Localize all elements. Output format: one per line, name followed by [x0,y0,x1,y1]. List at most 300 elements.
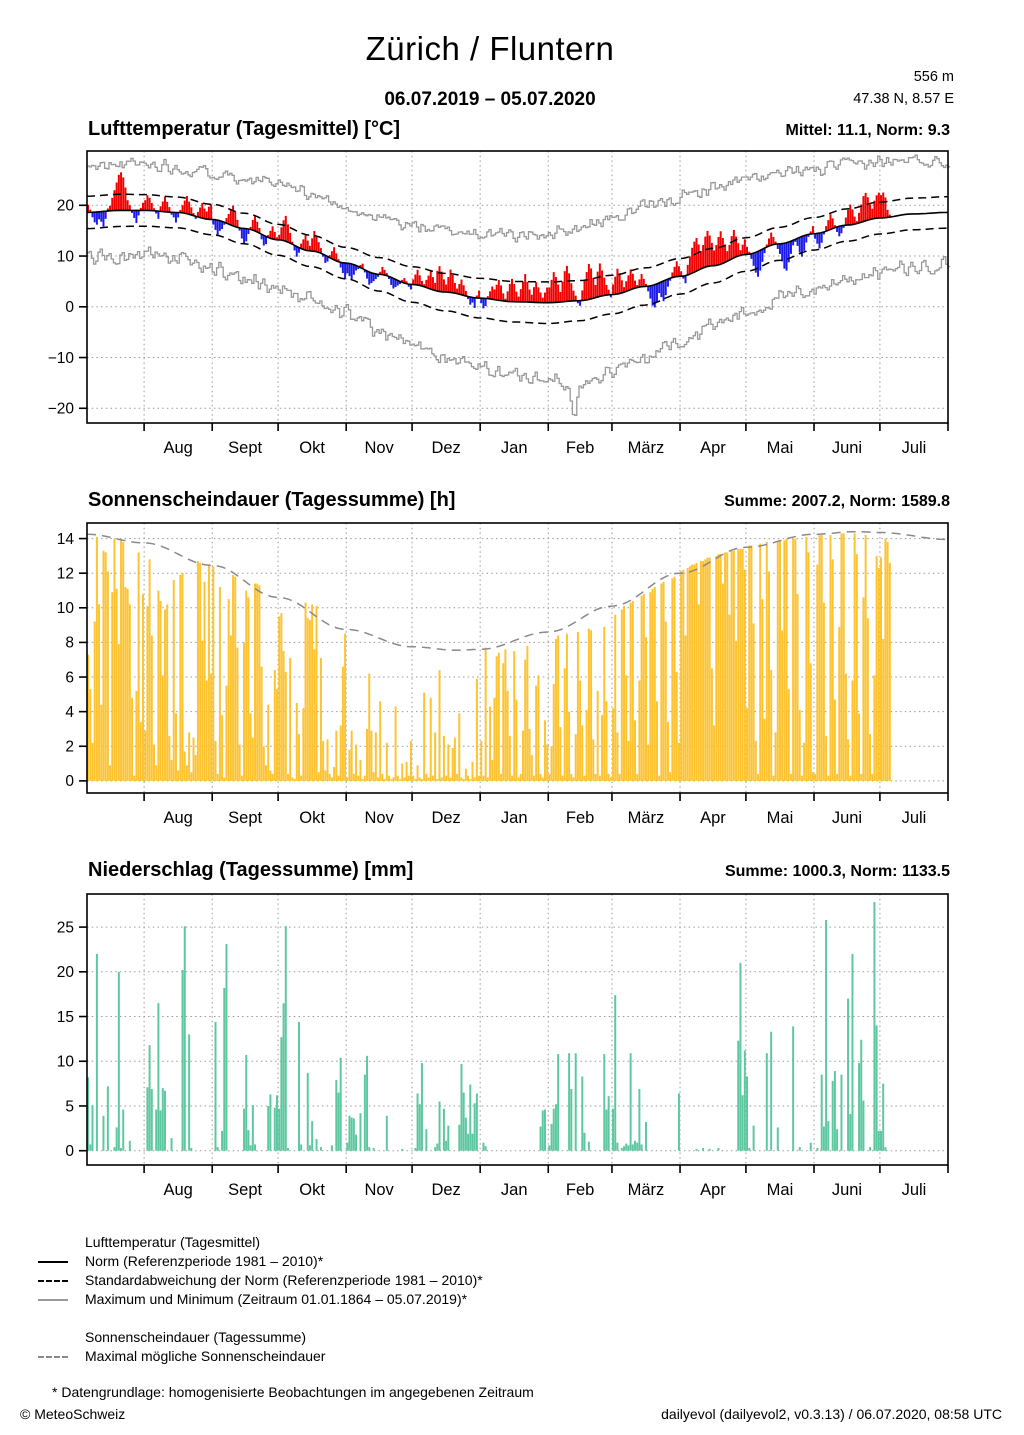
bar [144,731,146,781]
bar [742,1095,744,1150]
bar [772,776,774,781]
bar [507,691,509,781]
bar [414,779,416,781]
bar [810,663,812,781]
bar [612,284,614,294]
bar [225,686,227,781]
bar [709,236,711,266]
bar [188,1034,190,1150]
bar [188,202,190,215]
bar [307,1073,309,1151]
x-axis-month-label: Feb [565,809,595,827]
precipitation-bars [87,902,886,1151]
bar [215,220,217,230]
bar [768,238,770,246]
y-tick-label: 6 [65,669,74,687]
bar [425,774,427,781]
bar [280,227,282,240]
bar [414,1148,416,1151]
bar [129,604,131,781]
bar [107,571,109,780]
x-axis-month-label: Mai [766,1181,794,1199]
x-axis-month-label: Juni [831,1181,863,1199]
bar [456,774,458,781]
bar [603,1054,605,1151]
sunshine-chart-stats: Summe: 2007.2, Norm: 1589.8 [724,493,950,510]
bar [882,639,884,781]
bar [324,771,326,781]
bar [847,739,849,781]
bar [359,1113,361,1151]
bar [276,1095,278,1150]
bar [327,739,329,781]
bar [832,559,834,781]
x-axis-month-label: Juli [901,1181,927,1199]
bar [726,251,728,261]
bar [140,722,142,781]
y-tick-label: 0 [65,299,74,317]
legend-item-label: Maximum und Minimum (Zeitraum 01.01.1864 – 05.07.2019)* [85,1291,468,1307]
bar [234,577,236,781]
bar [507,291,509,301]
x-axis-month-label: Okt [299,439,325,457]
legend-symbol-solid-black [38,1261,68,1263]
bar [287,224,289,242]
bar [346,1143,348,1151]
bar [340,726,342,781]
bar [118,175,120,211]
bar [766,542,768,781]
bar [542,777,544,780]
bar [392,278,394,288]
bar [320,658,322,781]
bar [144,200,146,210]
bar [698,604,700,781]
bar [417,1093,419,1150]
bar [761,249,763,262]
bar [485,1146,487,1150]
bar [590,630,592,781]
bar [432,776,434,781]
bar [594,774,596,781]
y-tick-label: 12 [56,565,74,583]
bar [373,1148,375,1151]
bar [160,1110,162,1150]
bar [502,663,504,781]
bar [608,774,610,781]
bar [243,1109,245,1151]
bar [711,243,713,266]
bar [676,672,678,781]
bar [529,289,531,302]
bar [559,727,561,781]
bar [421,779,423,781]
bar [252,220,254,230]
bar [496,285,498,300]
bar [228,214,230,224]
bar [845,674,847,781]
bar [223,777,225,780]
bar [454,738,456,781]
bar [89,689,91,781]
bar [524,660,526,781]
bar [862,196,864,221]
bar [865,535,867,781]
bar [469,1085,471,1151]
bar [285,926,287,1150]
bar [845,218,847,226]
bar [671,578,673,781]
bar [421,1063,423,1151]
x-axis-month-label: Nov [364,1181,394,1199]
bar [428,777,430,780]
bar [276,689,278,781]
bar [834,1071,836,1151]
bar [245,229,247,242]
bar [717,554,719,781]
x-axis-month-label: Dez [431,809,461,827]
bar [439,670,441,781]
bar [691,248,693,273]
bar [821,233,823,243]
bar [498,280,500,300]
sunshine-chart [57,523,948,827]
bar [641,596,643,781]
bar [638,681,640,781]
bar [781,244,783,262]
x-axis-month-label: Jan [500,439,528,457]
bar [548,288,550,303]
bar [322,741,324,781]
bar [500,285,502,300]
bar [665,280,667,295]
bar [210,674,212,781]
y-tick-label: 10 [56,248,74,266]
bar [309,620,311,781]
bar [190,772,192,781]
x-axis-month-label: Mai [766,809,794,827]
bar [454,283,456,293]
bar [116,183,118,211]
bar [298,734,300,781]
bar [581,1076,583,1150]
bar [485,298,487,306]
bar [386,743,388,781]
bar [753,1126,755,1151]
x-axis-month-label: Juni [831,439,863,457]
bar [840,1075,842,1151]
bar [816,234,818,244]
bar [518,777,520,780]
bar [355,745,357,781]
bar [713,250,715,265]
bar [548,774,550,781]
temperature-bars [87,172,891,308]
bar [342,263,344,273]
x-axis-month-label: Mai [766,439,794,457]
bar [722,238,724,263]
bar [373,772,375,781]
bar [221,221,223,229]
bar [838,627,840,781]
bar [338,1093,340,1151]
bar [588,1142,590,1151]
x-axis-month-label: Jan [500,809,528,827]
bar [502,293,504,301]
y-tick-label: 10 [56,1053,74,1071]
bar [377,777,379,780]
bar [395,706,397,780]
bar [570,1089,572,1151]
bar [436,1144,438,1151]
bar [693,242,695,272]
bar [540,774,542,781]
bar [533,776,535,781]
bar [300,776,302,781]
bar [109,765,111,781]
bar [215,1022,217,1151]
bar [443,1109,445,1151]
bar [603,278,605,296]
bar [616,1143,618,1151]
bar [122,177,124,210]
bar [884,539,886,781]
legend-symbol-solid-gray [38,1299,68,1301]
bar [335,1080,337,1151]
bar [296,703,298,781]
bar [434,732,436,780]
bar [597,272,599,297]
bar [742,549,744,781]
bar [346,777,348,780]
bar [856,554,858,781]
bar [884,197,886,217]
bar [122,542,124,781]
bar [632,601,634,781]
bar [236,648,238,781]
bar [649,286,651,299]
bar [739,963,741,1151]
bar [340,1058,342,1151]
bar [423,693,425,781]
bar [98,604,100,781]
bar [860,1040,862,1151]
bar [263,235,265,245]
bar [151,203,153,211]
y-tick-label: 0 [65,1142,74,1160]
bar [860,774,862,781]
bar [208,207,210,220]
bar [821,1075,823,1151]
bar [873,675,875,781]
bar [678,1093,680,1150]
bar [544,720,546,781]
x-axis-month-label: Feb [565,1181,595,1199]
bar [346,263,348,273]
bar [871,774,873,781]
bar [823,1127,825,1151]
bar [116,1127,118,1150]
bar [285,216,287,241]
bar [614,277,616,295]
bar [318,242,320,252]
bar [876,1025,878,1150]
bar [526,646,528,781]
bar [274,670,276,781]
bar [634,281,636,289]
bar [621,280,623,293]
bar [267,705,269,781]
bar [704,559,706,781]
bar [779,540,781,781]
bar [597,691,599,781]
bar [234,212,236,227]
bar [889,563,891,781]
bar [693,565,695,781]
bar [175,212,177,222]
bar [682,570,684,781]
copyright: © MeteoSchweiz [20,1406,126,1422]
bar [511,279,513,302]
bar [792,539,794,781]
bar [171,760,173,781]
bar [649,592,651,781]
bar [638,1089,640,1151]
bar [515,700,517,781]
x-axis-month-label: Sept [228,809,263,827]
bar [348,263,350,276]
bar [375,732,377,780]
bar [515,292,517,302]
bar [685,276,687,284]
bar [408,776,410,781]
bar [419,1104,421,1151]
bar [790,774,792,781]
bar [256,222,258,232]
x-axis-month-label: Juni [831,809,863,827]
bar [201,203,203,218]
bar [862,597,864,780]
bar [118,644,120,781]
record-line [87,247,950,415]
bar [491,287,493,300]
bar [737,549,739,781]
bar [689,256,691,274]
x-axis-month-label: Nov [364,809,394,827]
bar [570,774,572,781]
bar [204,582,206,781]
bar [546,288,548,303]
bar [643,594,645,781]
bar [838,226,840,236]
bar [849,776,851,781]
bar [647,745,649,781]
bar [171,1138,173,1151]
bar [208,565,210,781]
observation-period: 06.07.2019 – 05.07.2020 [384,89,596,110]
bar [113,1147,115,1151]
bar [627,741,629,781]
bar [447,1126,449,1151]
bar [625,1144,627,1151]
bar [709,558,711,781]
bar [707,558,709,781]
bar [294,779,296,781]
bar [344,263,346,278]
bar [836,774,838,781]
bar [142,203,144,211]
bar [162,1088,164,1151]
bar [634,720,636,781]
bar [775,732,777,780]
bar [882,193,884,218]
bar [241,776,243,781]
bar [553,272,555,302]
bar [594,285,596,298]
bar [243,642,245,780]
bar [401,1149,403,1151]
bar [212,566,214,781]
bar [819,233,821,248]
bar [540,1127,542,1151]
bar [491,760,493,781]
bar [100,705,102,781]
bar [254,1144,256,1150]
bar [878,1131,880,1151]
bar [480,741,482,781]
bar [269,771,271,781]
bar [263,746,265,781]
bar [498,653,500,781]
bar [788,689,790,781]
bar [584,280,586,300]
bar [685,636,687,781]
bar [357,776,359,781]
bar [678,266,680,276]
bar [250,713,252,781]
bar [641,274,643,287]
bar [124,587,126,781]
bar [436,779,438,781]
bar [733,230,735,258]
bar [465,1118,467,1151]
bar [348,1116,350,1151]
bar [876,195,878,218]
bar [531,755,533,781]
bar [184,751,186,780]
bar [461,280,463,295]
bar [840,533,842,781]
bar [129,1141,131,1151]
x-axis-month-label: März [627,439,665,457]
bar [188,732,190,780]
bar [338,776,340,781]
bar [307,618,309,781]
bar [439,266,441,291]
bar [858,713,860,781]
bar [625,281,627,291]
bar [871,209,873,219]
bar [797,594,799,781]
bar [746,708,748,781]
bar [113,190,115,210]
bar [381,774,383,781]
bar [737,243,739,256]
bar [302,708,304,781]
bar [410,741,412,781]
bar [247,597,249,780]
bar [184,201,186,214]
